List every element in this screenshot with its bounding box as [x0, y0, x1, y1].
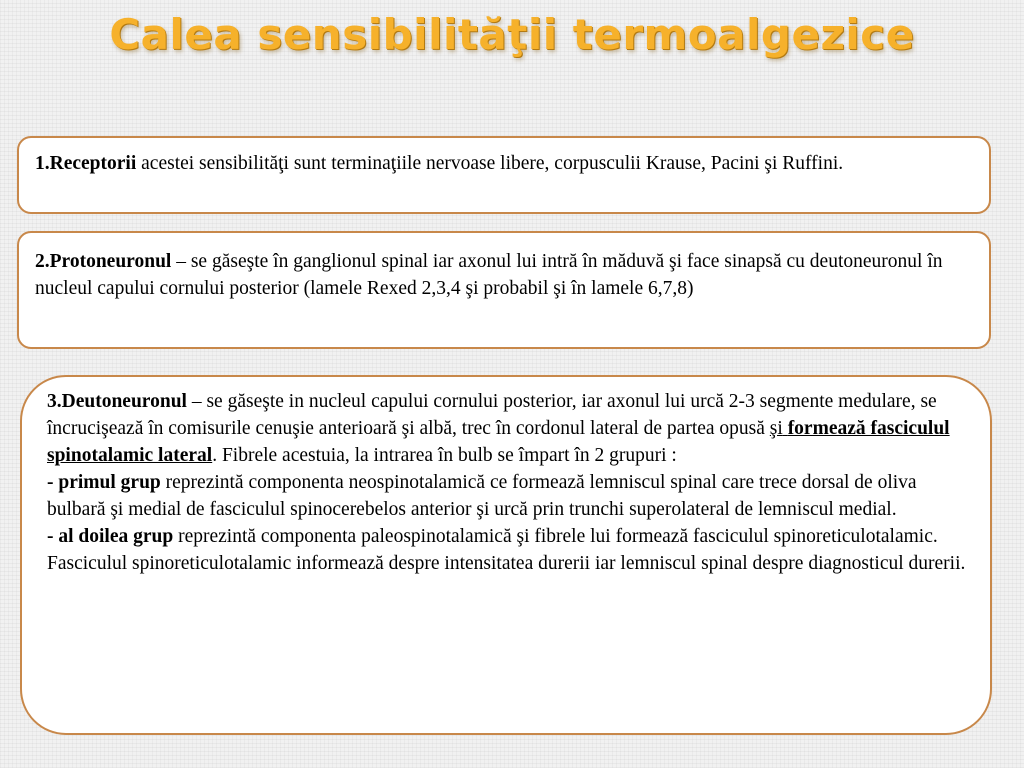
protoneuron-text: – se găseşte în ganglionul spinal iar axonul lui intră în măduvă şi face sinapsă cu deutoneuronul în nucleul capului cornului posterior (lamele Rexed 2,3,4 şi probabil şi în lamele 6,7,8) [35, 251, 943, 299]
second-group-label: - al doilea grup [47, 526, 174, 547]
first-group-label: - primul grup [47, 472, 161, 493]
first-group-paragraph [47, 469, 970, 523]
first-group-text: reprezintă componenta neospinotalamică ce formează lemniscul spinal care trece dorsal de oliva bulbară şi medial de fasciculul spinocerebelos anterior şi urcă prin trunchi superolateral de lemniscul medial. [47, 472, 917, 520]
protoneuron-paragraph [35, 248, 973, 302]
receptors-box [17, 136, 991, 214]
deutoneuron-text-continued: . Fibrele acestuia, la intrarea în bulb se împart în 2 grupuri : [212, 445, 677, 466]
underlined-conjunction: şi [769, 418, 783, 439]
deutoneuron-heading: 3.Deutoneuronul [47, 391, 187, 412]
protoneuron-heading: 2.Protoneuronul [35, 251, 172, 272]
receptors-heading: 1.Receptorii [35, 153, 137, 174]
deutoneuron-box [20, 375, 992, 735]
deutoneuron-text: – se găseşte in nucleul capului cornului posterior, iar axonul lui urcă 2-3 segmente medulare, se încrucişează în comisurile cenuşie anterioară şi albă, trec în cordonul lateral de partea opusă [47, 391, 937, 439]
receptors-text: acestei sensibilităţi sunt terminaţiile nervoase libere, corpusculii Krause, Pacini şi Ruffini. [136, 153, 844, 174]
deutoneuron-paragraph [47, 388, 970, 469]
slide-title: Calea sensibilităţii termoalgezice [109, 10, 915, 59]
protoneuron-box [17, 231, 991, 349]
second-group-text: reprezintă componenta paleospinotalamică şi fibrele lui formează fasciculul spinoreticulotalamic. Fasciculul spinoreticulotalamic informează despre intensitatea durerii iar lemniscul spinal despre diagnosticul durerii. [47, 526, 966, 574]
spinothalamic-emphasis: formează fasciculul spinotalamic lateral [47, 418, 950, 466]
second-group-paragraph [47, 523, 970, 577]
receptors-paragraph [35, 150, 973, 177]
